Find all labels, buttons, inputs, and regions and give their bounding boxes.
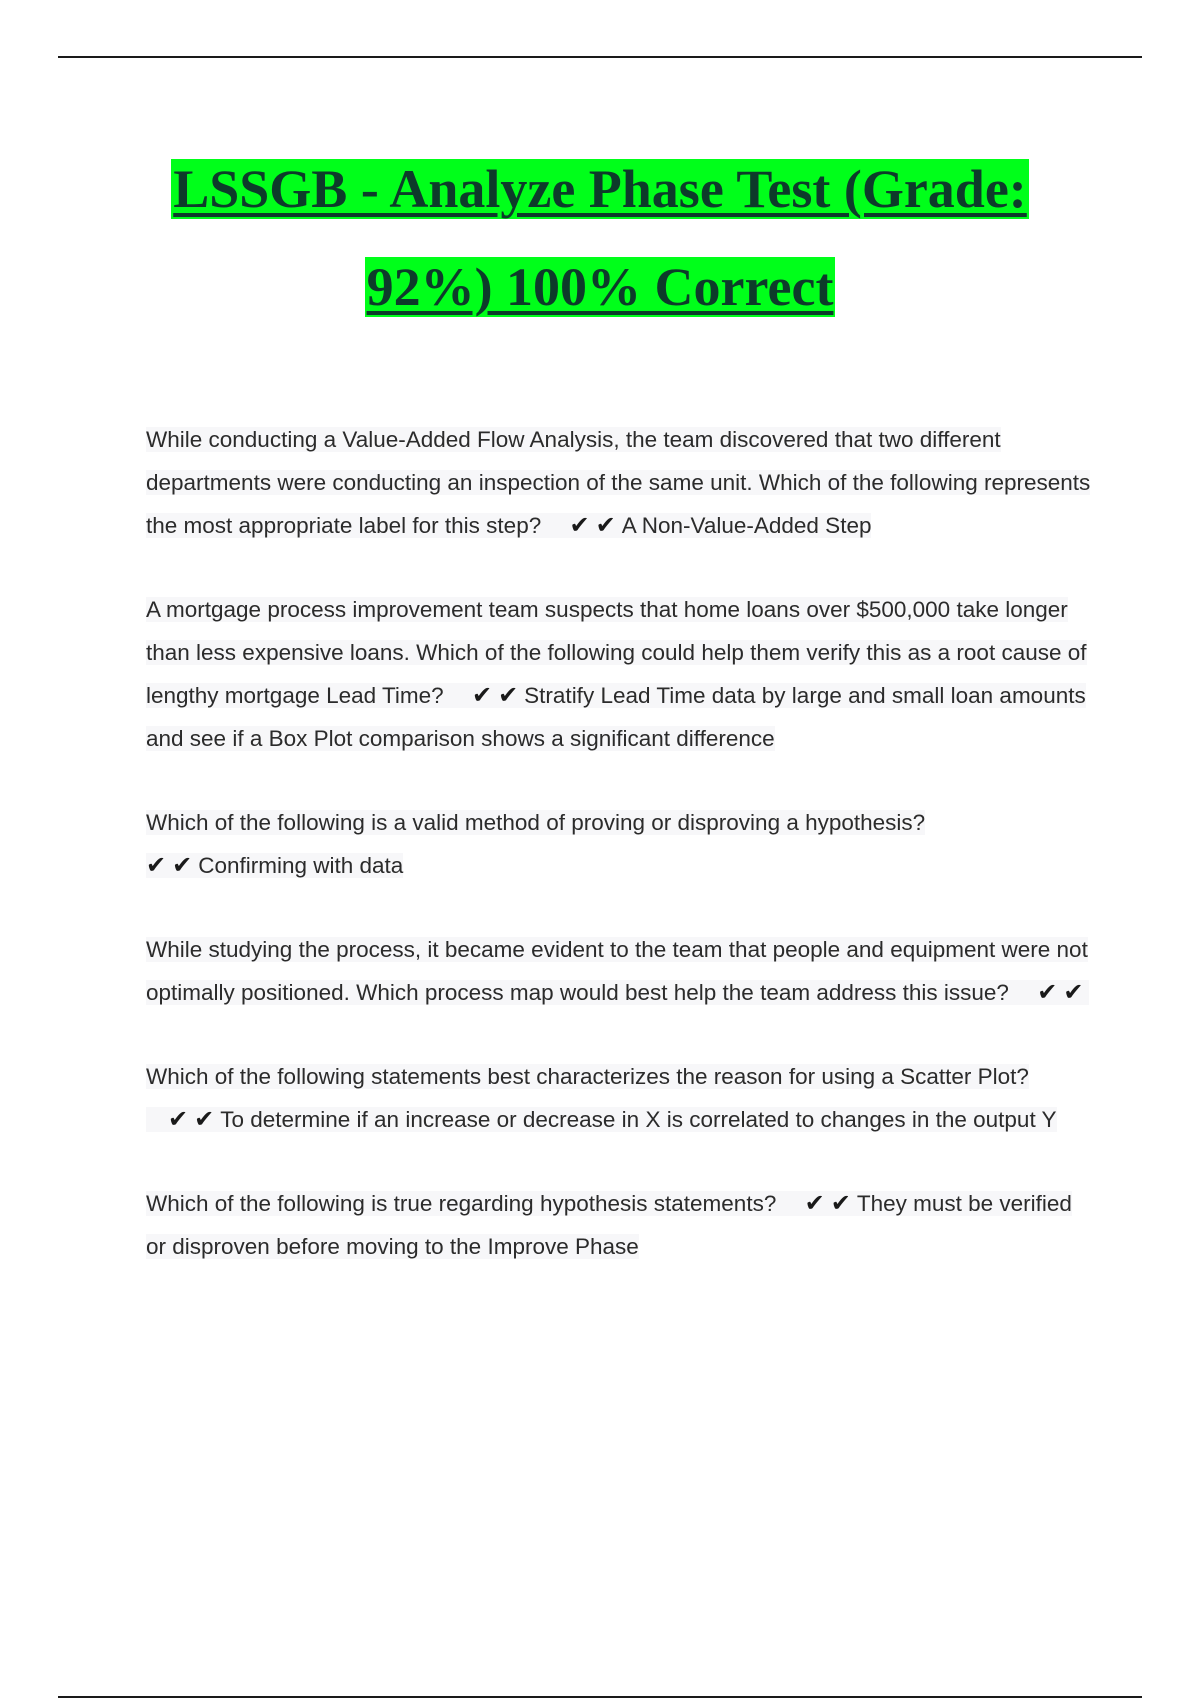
title-line-2: 92%) 100% Correct [366, 257, 834, 317]
question-text: Which of the following is a valid method of proving or disproving a hypothesis? [146, 810, 926, 835]
double-check-icon: ✔✔ [146, 851, 199, 879]
qa-text [146, 427, 1090, 538]
qa-text [146, 1191, 1072, 1259]
answer-text: They must be verified or disproven before moving to the Improve Phase [146, 1191, 1072, 1259]
double-check-icon: ✔✔ [1037, 978, 1090, 1006]
answer-text: To determine if an increase or decrease in X is correlated to changes in the output Y [220, 1107, 1057, 1132]
double-check-icon: ✔✔ [168, 1105, 221, 1133]
qa-item [146, 588, 1096, 760]
qa-list [146, 418, 1096, 1268]
footer-rule [58, 1696, 1142, 1698]
qa-item [146, 1055, 1096, 1141]
question-text: While studying the process, it became evident to the team that people and equipment were not optimally positioned. Which process map would best help the team address this issue? [146, 937, 1088, 1005]
answer-text: A Non-Value-Added Step [621, 513, 872, 538]
qa-item [146, 1182, 1096, 1268]
double-check-icon: ✔✔ [471, 681, 525, 709]
question-text: Which of the following statements best characterizes the reason for using a Scatter Plot? [146, 1064, 1029, 1089]
double-check-icon: ✔✔ [804, 1189, 857, 1217]
question-text: While conducting a Value-Added Flow Analysis, the team discovered that two different departments were conducting an inspection of the same unit. Which of the following represents the most appropriate label for this step? [146, 427, 1091, 538]
answer-text: Confirming with data [198, 853, 404, 878]
document-title [100, 140, 1100, 336]
answer-text: Stratify Lead Time data by large and small loan amounts and see if a Box Plot comparison shows a significant difference [146, 683, 1086, 751]
question-text: A mortgage process improvement team suspects that home loans over $500,000 take longer than less expensive loans. Which of the following could help them verify this as a root cause of lengthy mortgage Lead Time? [146, 597, 1087, 708]
qa-item [146, 928, 1096, 1014]
qa-text [146, 597, 1087, 751]
header-rule [58, 56, 1142, 58]
qa-text [146, 810, 925, 878]
double-check-icon: ✔✔ [569, 511, 622, 539]
qa-text [146, 937, 1089, 1005]
qa-text [146, 1064, 1057, 1132]
qa-item [146, 418, 1096, 547]
title-line-1: LSSGB - Analyze Phase Test (Grade: [173, 159, 1027, 219]
question-text: Which of the following is true regarding hypothesis statements? [146, 1191, 777, 1216]
qa-item [146, 801, 1096, 887]
